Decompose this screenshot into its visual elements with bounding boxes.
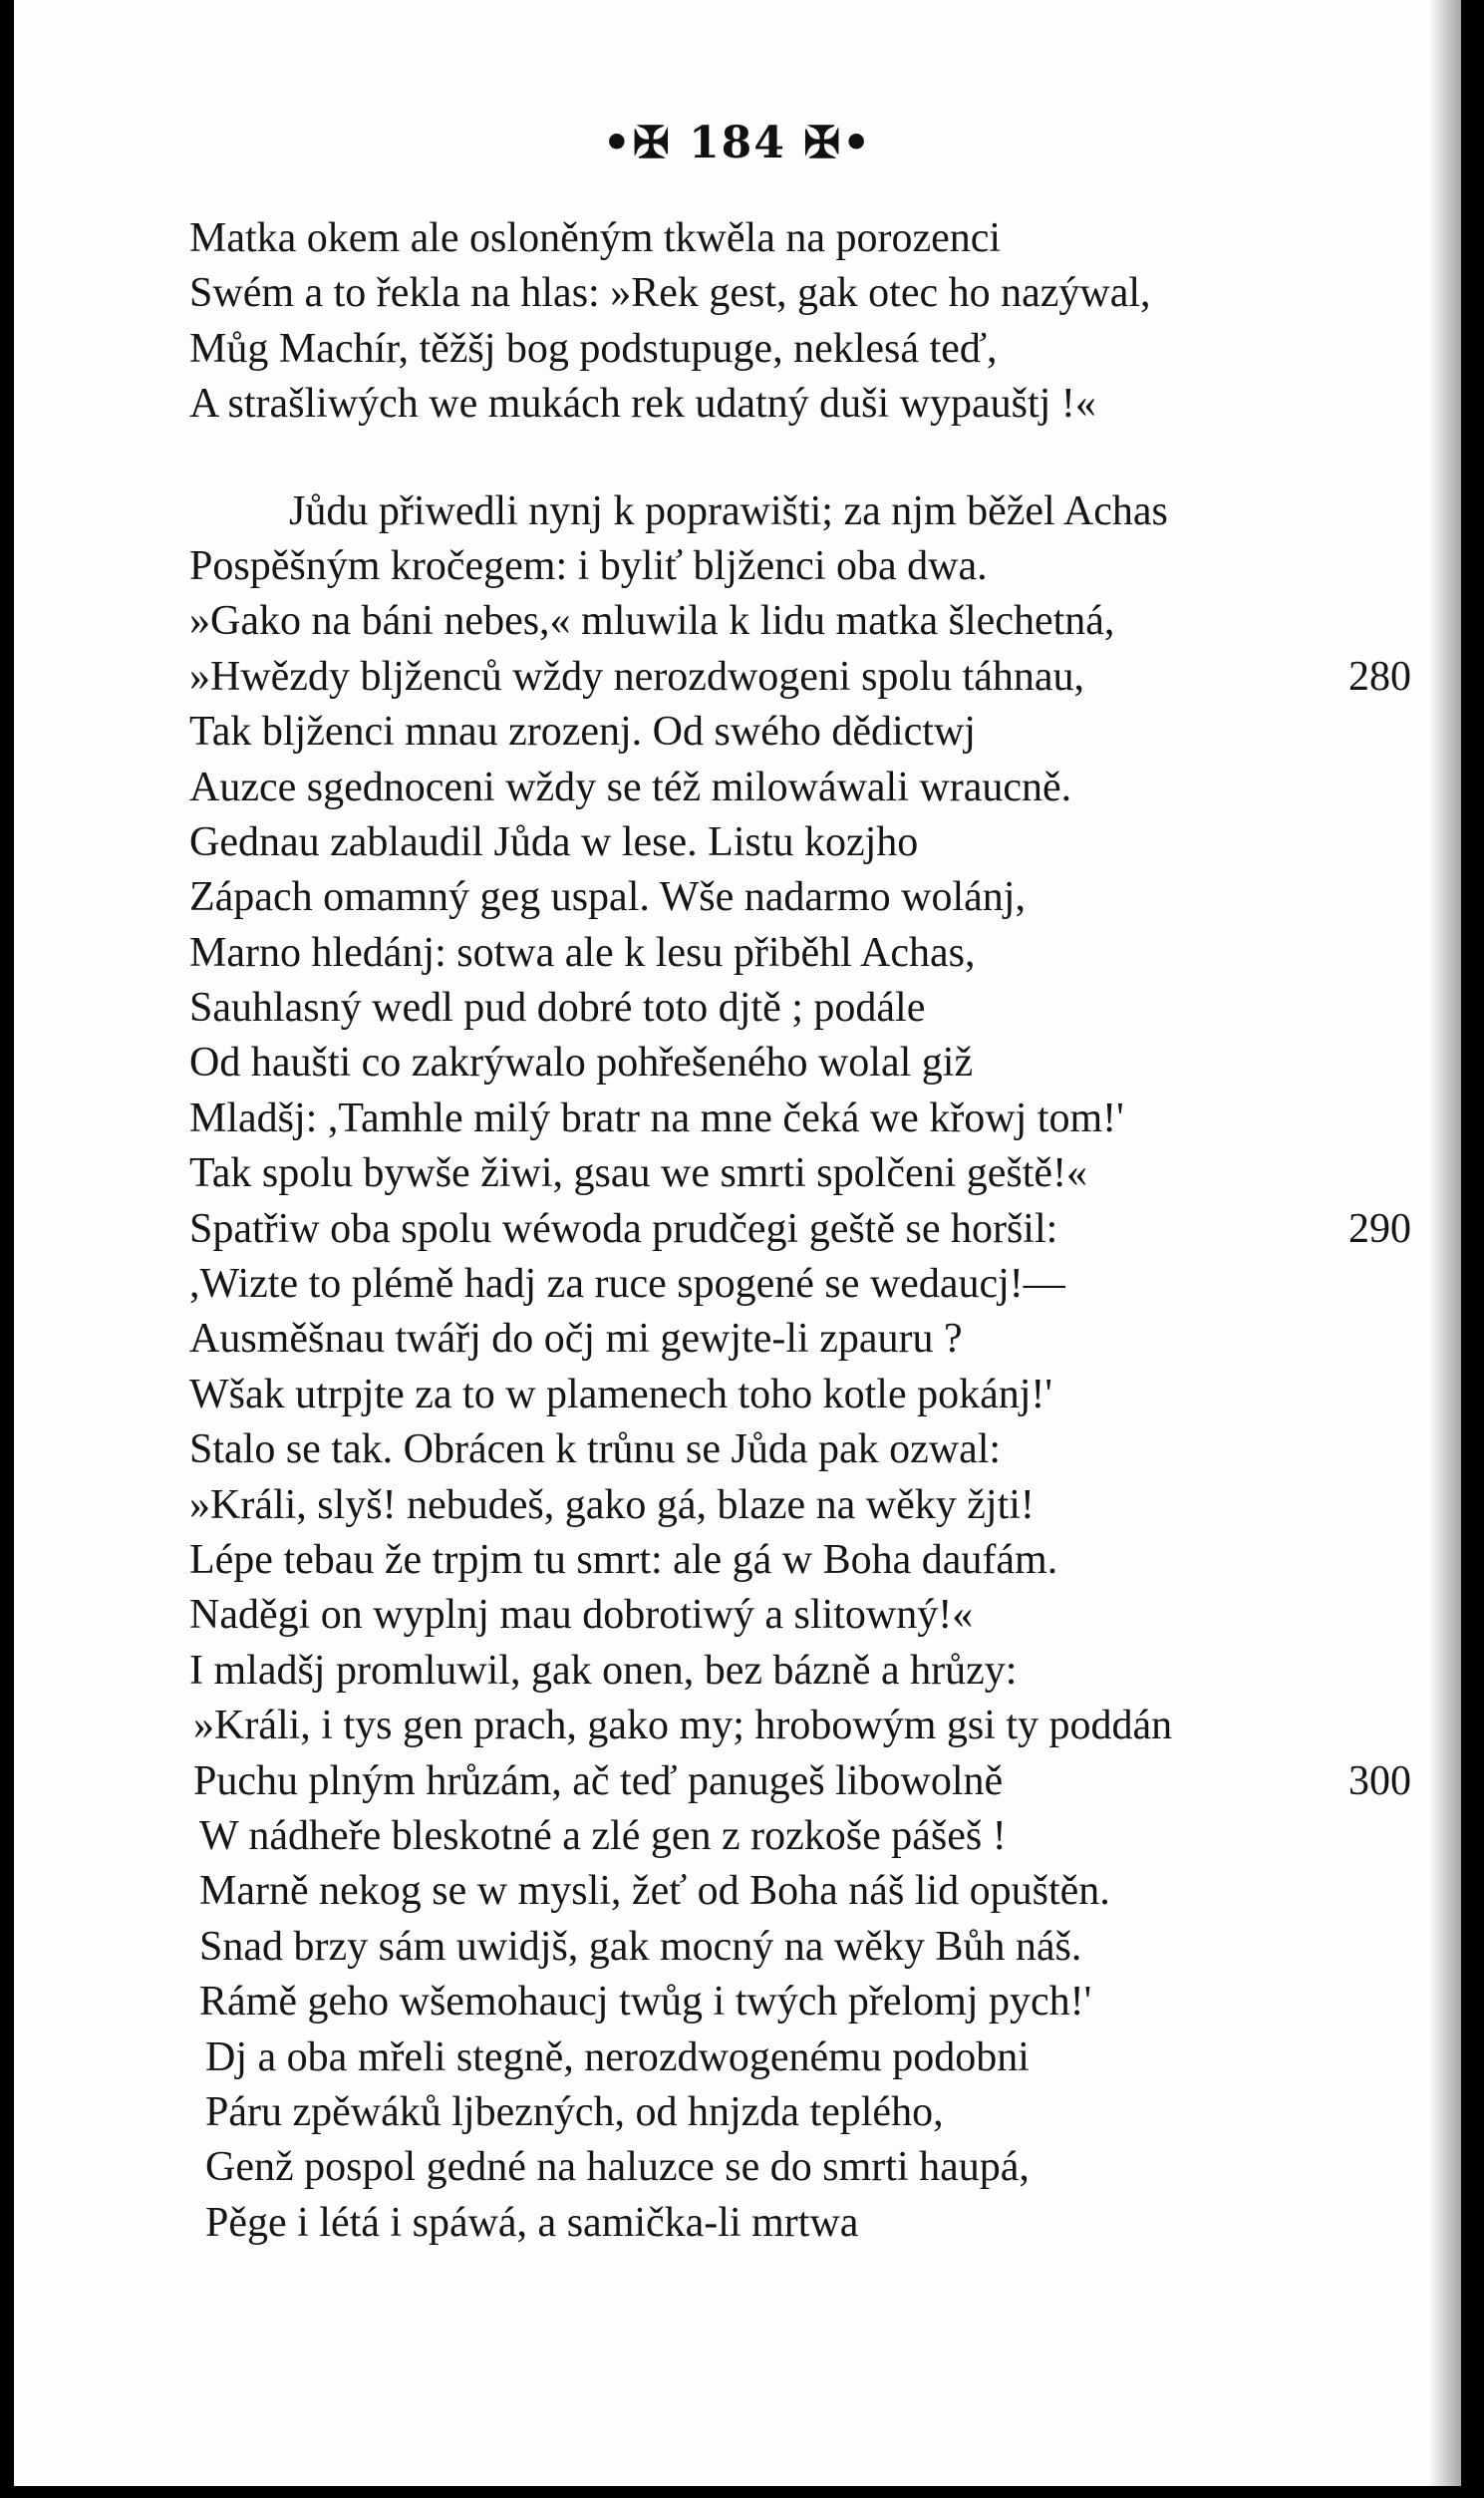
verse-line-280 [189,650,1411,705]
line-number: 300 [1348,1757,1411,1804]
verse-line: Marno hledánj: sotwa ale k lesu přiběhl Achas, [189,929,976,976]
verse-line: Genž pospol gedné na haluzce se do smrti haupá, [205,2144,1030,2191]
verse-line: Ausměšnau twářj do očj mi gewjte-li zpauru ? [189,1316,963,1363]
verse-line: Pěge i létá i spáwá, a samička-li mrtwa [205,2199,859,2246]
verse-line: Dj a oba mřeli stegně, nerozdwogenému podobni [205,2033,1030,2080]
verse-line: Tak bljženci mnau zrozenj. Od swého dědictwj [189,709,976,756]
page-edge-shadow [1429,0,1461,2486]
header-ornament-right: ✠• [803,118,873,168]
verse-line: »Králi, slyš! nebudeš, gako gá, blaze na wěky žjti! [189,1481,1035,1528]
book-page [14,0,1461,2486]
poem-text [189,211,1411,2251]
verse-line: Marně nekog se w mysli, žeť od Boha náš lid opuštěn. [199,1868,1110,1915]
verse-line: Tak spolu bywše žiwi, gsau we smrti spolčeni geště!« [189,1150,1088,1197]
verse-line: Zápach omamný geg uspal. Wše nadarmo wolánj, [189,874,1026,921]
verse-line: Auzce sgednoceni wždy se též milowáwali wraucně. [189,764,1072,810]
verse-line: Gednau zablaudil Jůda w lese. Listu kozjho [189,818,919,865]
verse-line: Stalo se tak. Obrácen k trůnu se Jůda pak ozwal: [189,1426,1002,1473]
verse-line: Lépe tebau že trpjm tu smrt: ale gá w Boha daufám. [189,1536,1058,1583]
line-number: 280 [1348,653,1411,700]
verse-line: »Gako na báni nebes,« mluwila k lidu matka šlechetná, [189,598,1115,645]
header-ornament-left: •✠ [602,118,672,168]
verse-line: W nádheře bleskotné a zlé gen z rozkoše pášeš ! [199,1812,1007,1859]
page-header [14,118,1461,168]
verse-line-300 [189,1754,1411,1809]
verse-line: Naděgi on wyplnj mau dobrotiwý a slitowný!« [189,1592,974,1639]
verse-line: Pospěšným kročegem: i byliť bljženci oba dwa. [189,542,988,589]
verse-line: Wšak utrpjte za to w plamenech toho kotle pokánj!' [189,1371,1052,1417]
verse-line: A strašliwých we mukách rek udatný duši wypauštj !« [189,381,1096,428]
verse-line: Můg Machír, těžšj bog podstupuge, neklesá teď, [189,325,998,372]
verse-line-text: Spatřiw oba spolu wéwoda prudčegi geště se horšil: [189,1205,1058,1252]
line-number: 290 [1348,1205,1411,1252]
verse-line: Sauhlasný wedl pud dobré toto djtě ; podále [189,985,926,1032]
verse-line-text: Puchu plným hrůzám, ač teď panugeš libowolně [193,1757,1004,1804]
verse-line: Od haušti co zakrýwalo pohřešeného wolal giž [189,1040,974,1087]
verse-line: Matka okem ale osloněným tkwěla na porozenci [189,215,1002,261]
verse-line: I mladšj promluwil, gak onen, bez bázně a hrůzy: [189,1647,1018,1694]
verse-line-290 [189,1202,1411,1257]
verse-line: Mladšj: ,Tamhle milý bratr na mne čeká we křowj tom!' [189,1094,1124,1141]
verse-line: Swém a to řekla na hlas: »Rek gest, gak otec ho nazýwal, [189,270,1151,317]
verse-line: ,Wizte to plémě hadj za ruce spogené se wedaucj!— [189,1261,1065,1308]
verse-line: »Králi, i tys gen prach, gako my; hrobowým gsi ty poddán [193,1703,1173,1749]
verse-line: Páru zpěwáků ljbezných, od hnjzda teplého, [205,2088,944,2135]
page-number: 184 [689,118,786,168]
verse-line: Jůdu přiwedli nynj k poprawišti; za njm běžel Achas [289,487,1168,534]
verse-line: Snad brzy sám uwidjš, gak mocný na wěky Bůh náš. [199,1923,1082,1970]
verse-line-text: »Hwězdy bljženců wždy nerozdwogeni spolu táhnau, [189,653,1085,700]
verse-line: Rámě geho wšemohaucj twůg i twých přelomj pych!' [199,1979,1092,2026]
